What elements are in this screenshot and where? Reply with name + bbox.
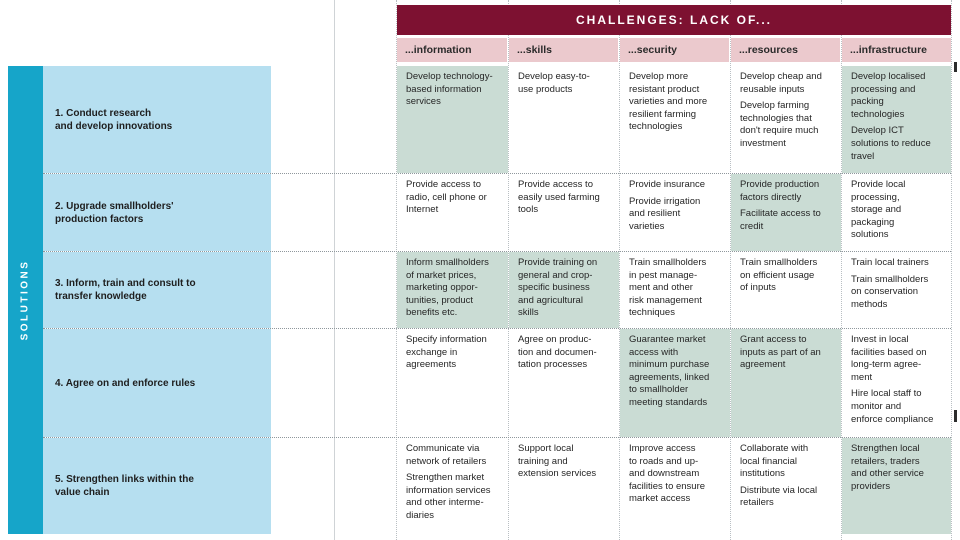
cell-text: Hire local staff to monitor and enforce compliance xyxy=(851,388,934,425)
cell-row5-skills xyxy=(509,438,619,534)
cell-row4-information xyxy=(397,329,508,437)
cell-text: Distribute via local retailers xyxy=(740,484,818,509)
cell-row1-information xyxy=(397,66,508,173)
cell-row4-security xyxy=(620,329,730,437)
cell-text: Agree on produc- tion and documen- tation processes xyxy=(518,334,597,371)
cell-text: Collaborate with local financial institutions xyxy=(740,443,809,480)
row-header-value-chain: 5. Strengthen links within the value chain xyxy=(43,438,271,534)
cell-row4-resources xyxy=(731,329,841,437)
cell-text: Invest in local facilities based on long-term agree- ment xyxy=(851,334,927,383)
cell-row2-skills xyxy=(509,174,619,251)
cell-row3-information xyxy=(397,252,508,328)
cell-row1-security xyxy=(620,66,730,173)
cell-row2-resources xyxy=(731,174,841,251)
cell-row3-security xyxy=(620,252,730,328)
cell-text: Strengthen market information services and other interme- diaries xyxy=(406,472,491,521)
column-header-security: ...security xyxy=(620,38,729,62)
cell-text: Develop easy-to- use products xyxy=(518,71,590,95)
cell-row5-security xyxy=(620,438,730,534)
edge-mark xyxy=(954,62,957,72)
cell-row2-information xyxy=(397,174,508,251)
cell-row2-infrastructure xyxy=(842,174,951,251)
cell-text: Provide access to easily used farming tools xyxy=(518,179,600,216)
column-header-infrastructure: ...infrastructure xyxy=(842,38,951,62)
cell-text: Train smallholders in pest manage- ment and other risk management techniques xyxy=(629,257,707,319)
cell-text: Communicate via network of retailers xyxy=(406,443,487,467)
cell-text: Develop localised processing and packing technologies xyxy=(851,71,926,120)
cell-text: Train smallholders on efficient usage of inputs xyxy=(740,257,818,294)
cell-row2-security xyxy=(620,174,730,251)
cell-row4-infrastructure xyxy=(842,329,951,437)
cell-text: Specify information exchange in agreements xyxy=(406,334,487,371)
row-header-rules: 4. Agree on and enforce rules xyxy=(43,329,271,437)
cell-row5-infrastructure xyxy=(842,438,951,534)
cell-text: Grant access to inputs as part of an agreement xyxy=(740,334,821,371)
cell-row3-resources xyxy=(731,252,841,328)
cell-text: Guarantee market access with minimum purchase agreements, linked to smallholder meeting standards xyxy=(629,334,710,408)
cell-text: Provide irrigation and resilient varieties xyxy=(629,195,701,232)
cell-text: Provide production factors directly xyxy=(740,179,820,203)
column-header-skills: ...skills xyxy=(509,38,618,62)
cell-text: Develop more resistant product varieties and more resilient farming technologies xyxy=(629,71,708,133)
column-header-information: ...information xyxy=(397,38,507,62)
cell-text: Facilitate access to credit xyxy=(740,208,821,232)
row-header-production-factors: 2. Upgrade smallholders' production factors xyxy=(43,174,271,251)
solutions-label: SOLUTIONS xyxy=(19,259,31,341)
cell-text: Develop ICT solutions to reduce travel xyxy=(851,125,931,162)
cell-text: Train local trainers xyxy=(851,257,929,268)
cell-row3-skills xyxy=(509,252,619,328)
cell-text: Train smallholders on conservation methods xyxy=(851,273,929,310)
cell-row1-infrastructure xyxy=(842,66,951,173)
cell-text: Provide local processing, storage and packaging solutions xyxy=(851,179,906,241)
cell-row4-skills xyxy=(509,329,619,437)
cell-text: Support local training and extension services xyxy=(518,443,597,480)
cell-row1-skills xyxy=(509,66,619,173)
cell-text: Inform smallholders of market prices, marketing oppor- tunities, product benefits etc. xyxy=(406,257,489,319)
cell-text: Improve access to roads and up- and downstream facilities to ensure market access xyxy=(629,443,706,505)
cell-row1-resources xyxy=(731,66,841,173)
cell-text: Provide insurance xyxy=(629,179,706,190)
cell-text: Provide access to radio, cell phone or Internet xyxy=(406,179,487,216)
cell-text: Provide training on general and crop- specific business and agricultural skills xyxy=(518,257,598,319)
cell-row3-infrastructure xyxy=(842,252,951,328)
challenges-header: CHALLENGES: LACK OF... xyxy=(397,5,951,35)
cell-text: Develop technology- based information services xyxy=(406,71,493,108)
column-header-resources: ...resources xyxy=(731,38,840,62)
cell-row5-resources xyxy=(731,438,841,534)
edge-mark xyxy=(954,410,957,422)
row-header-research: 1. Conduct research and develop innovations xyxy=(43,66,271,173)
grid-line xyxy=(951,0,952,540)
cell-text: Strengthen local retailers, traders and other service providers xyxy=(851,443,924,492)
cell-text: Develop farming technologies that don't require much investment xyxy=(740,100,819,149)
cell-row5-information xyxy=(397,438,508,534)
left-divider-line xyxy=(334,0,335,540)
cell-text: Develop cheap and reusable inputs xyxy=(740,71,822,95)
row-header-knowledge: 3. Inform, train and consult to transfer knowledge xyxy=(43,252,271,328)
